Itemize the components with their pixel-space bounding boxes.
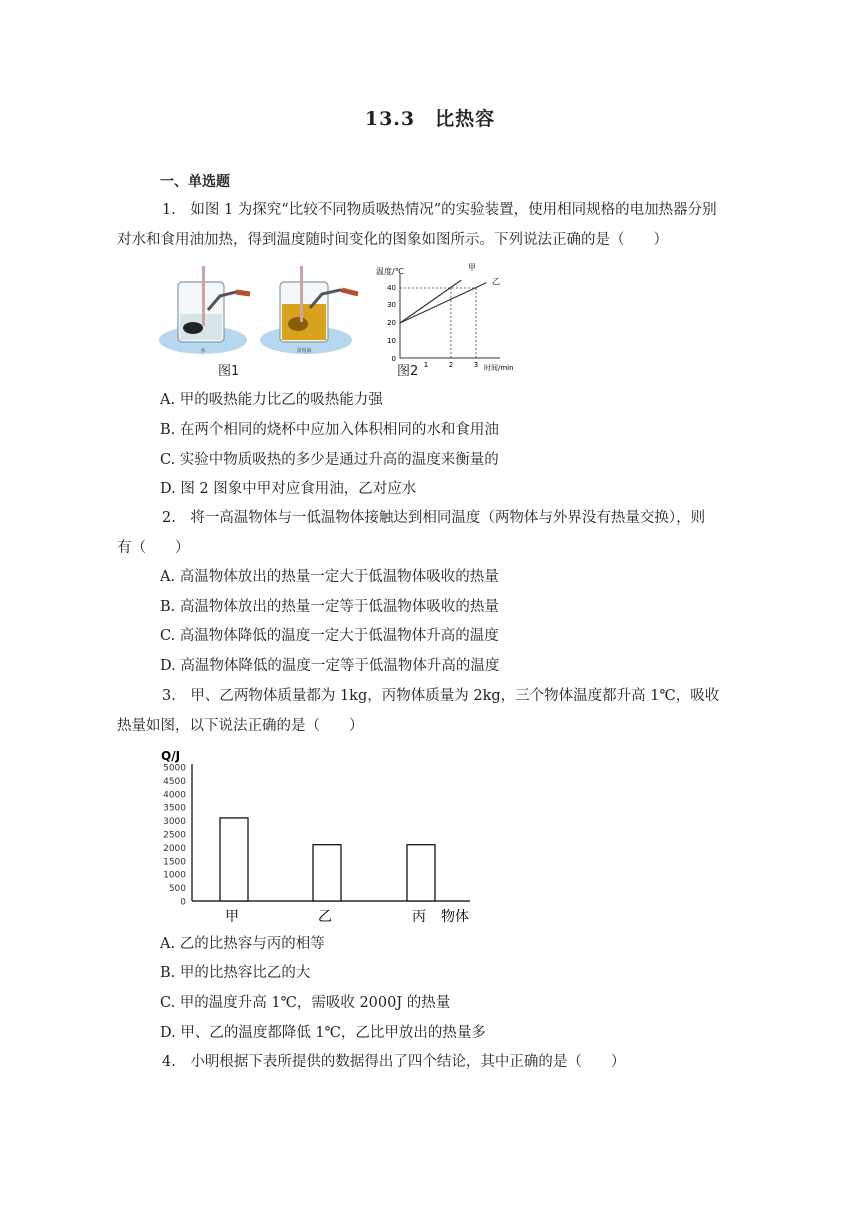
page-title: 13.3 比热容 (364, 108, 496, 130)
bar-ytick-2500: 2500 (163, 830, 186, 841)
q2-option-b[interactable]: B. 高温物体放出的热量一定等于低温物体吸收的热量 (160, 599, 499, 615)
bar-ytick-5000: 5000 (163, 763, 186, 774)
q3-stem-line1: 3. 甲、乙两物体质量都为 1kg，丙物体质量为 2kg，三个物体温度都升高 1℃，吸收 (162, 688, 720, 704)
fig2-series-yi-label: 乙 (492, 277, 500, 286)
bar-ytick-1000: 1000 (163, 870, 186, 881)
q1-option-d[interactable]: D. 图 2 图象中甲对应食用油，乙对应水 (160, 481, 417, 497)
fig2-series-yi-line (400, 283, 486, 323)
fig2-ytick-10: 10 (387, 337, 396, 345)
figure1-caption: 图1 (218, 364, 240, 379)
bar-2 (407, 845, 435, 901)
bar-ytick-4500: 4500 (163, 776, 186, 787)
bar-category-label-1: 乙 (318, 909, 332, 925)
q1-option-c[interactable]: C. 实验中物质吸热的多少是通过升高的温度来衡量的 (160, 452, 499, 468)
q3-option-b[interactable]: B. 甲的比热容比乙的大 (160, 965, 311, 981)
fig2-xtick-1: 1 (423, 361, 429, 369)
fig2-xtick-3: 3 (473, 361, 479, 369)
figure2-caption: 图2 (397, 364, 419, 379)
fig2-xlabel: 时间/min (484, 364, 514, 372)
q3-stem-line2: 热量如图，以下说法正确的是（ ） (117, 718, 364, 734)
fig2-ytick-40: 40 (387, 284, 396, 292)
bar-xlabel: 物体 (441, 909, 469, 925)
q1-figure1 (158, 262, 380, 380)
fig2-xtick-2: 2 (448, 361, 454, 369)
q3-option-a[interactable]: A. 乙的比热容与丙的相等 (160, 936, 325, 952)
bar-ytick-3500: 3500 (163, 803, 186, 814)
bar-ytick-1500: 1500 (163, 857, 186, 868)
bar-ytick-2000: 2000 (163, 843, 186, 854)
q2-option-c[interactable]: C. 高温物体降低的温度一定大于低温物体升高的温度 (160, 628, 499, 644)
q4-stem-line1: 4. 小明根据下表所提供的数据得出了四个结论，其中正确的是（ ） (162, 1054, 626, 1070)
bar-category-label-0: 甲 (225, 909, 239, 925)
q3-option-d[interactable]: D. 甲、乙的温度都降低 1℃，乙比甲放出的热量多 (160, 1025, 486, 1041)
q1-stem-line1: 1. 如图 1 为探究“比较不同物质吸热情况”的实验装置，使用相同规格的电加热器分别 (162, 202, 717, 218)
q3-option-c[interactable]: C. 甲的温度升高 1℃，需吸收 2000J 的热量 (160, 995, 451, 1011)
q2-stem-line2: 有（ ） (117, 540, 190, 556)
bar-ytick-3000: 3000 (163, 817, 186, 828)
beaker-oil (260, 266, 358, 354)
section-heading: 一、单选题 (160, 174, 230, 190)
bar-category-label-2: 丙 (412, 909, 426, 925)
q1-option-a[interactable]: A. 甲的吸热能力比乙的吸热能力强 (160, 392, 383, 408)
q3-bar-chart (155, 742, 480, 927)
fig2-ytick-20: 20 (387, 319, 396, 327)
bar-ytick-500: 500 (168, 884, 186, 895)
beaker-water (159, 266, 250, 354)
q1-stem-line2: 对水和食用油加热，得到温度随时间变化的图象如图所示。下列说法正确的是（ ） (117, 232, 668, 248)
bar-ytick-0: 0 (180, 897, 186, 908)
fig2-ytick-30: 30 (387, 301, 396, 309)
q1-figure2-chart (372, 262, 527, 376)
bar-ylabel: Q/J (161, 749, 181, 763)
q2-option-d[interactable]: D. 高温物体降低的温度一定等于低温物体升高的温度 (160, 658, 500, 674)
fig2-series-jia-line (400, 280, 461, 323)
fig2-ylabel: 温度/℃ (376, 267, 404, 276)
fig2-ytick-0: 0 (391, 355, 396, 363)
bar-1 (313, 845, 341, 901)
beaker-water-label: 水 (200, 348, 206, 354)
fig2-series-jia-label: 甲 (468, 263, 476, 272)
q2-stem-line1: 2. 将一高温物体与一低温物体接触达到相同温度（两物体与外界没有热量交换），则 (162, 510, 706, 526)
q2-option-a[interactable]: A. 高温物体放出的热量一定大于低温物体吸收的热量 (160, 569, 499, 585)
q1-option-b[interactable]: B. 在两个相同的烧杯中应加入体积相同的水和食用油 (160, 422, 499, 438)
beaker-oil-label: 食用油 (296, 348, 312, 354)
bar-0 (220, 818, 248, 901)
bar-ytick-4000: 4000 (163, 790, 186, 801)
